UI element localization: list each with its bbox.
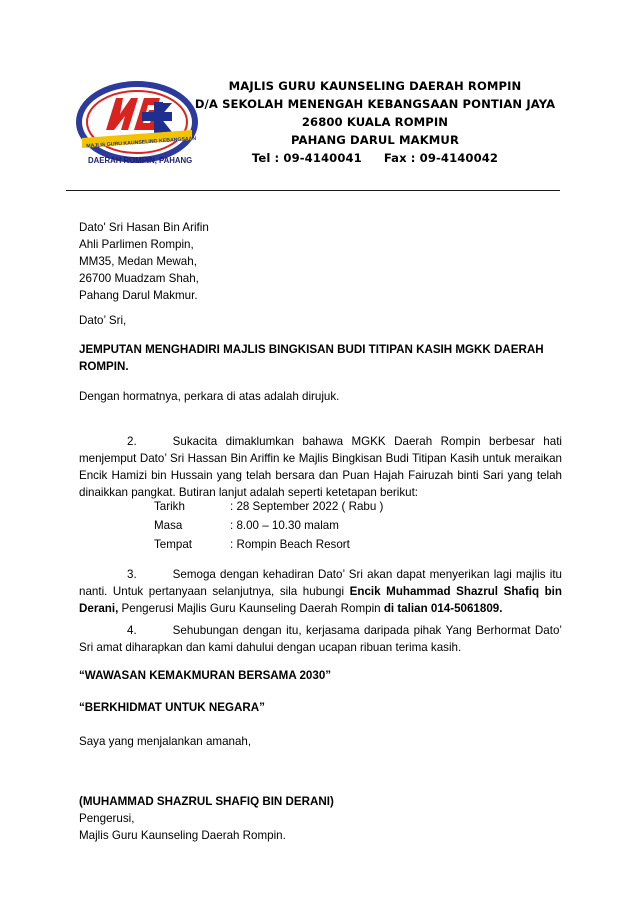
letterhead-contact bbox=[190, 149, 560, 167]
contact-phone: di talian 014-5061809. bbox=[383, 602, 503, 615]
salutation: Dato’ Sri, bbox=[79, 314, 127, 327]
letter-subject: JEMPUTAN MENGHADIRI MAJLIS BINGKISAN BUDI TITIPAN KASIH MGKK DAERAH ROMPIN. bbox=[79, 343, 544, 373]
event-details bbox=[154, 497, 383, 554]
letterhead-divider bbox=[66, 190, 560, 191]
motto-berkhidmat: “BERKHIDMAT UNTUK NEGARA” bbox=[79, 701, 265, 714]
detail-row bbox=[154, 516, 383, 535]
detail-row bbox=[154, 497, 383, 516]
letterhead-tel: Tel : 09-4140041 bbox=[251, 151, 362, 165]
detail-label: Tarikh bbox=[154, 500, 185, 513]
detail-value: : 28 September 2022 ( Rabu ) bbox=[230, 500, 384, 513]
paragraph-number: 2. bbox=[127, 435, 137, 448]
paragraph-3 bbox=[79, 566, 562, 617]
paragraph-text: Semoga dengan kehadiran Dato’ Sri akan dapat menyerikan lagi majlis itu nanti. Untuk pertanyaan selanjutnya, sila hubungi bbox=[79, 568, 562, 598]
paragraph-text: Sukacita dimaklumkan bahawa MGKK Daerah Rompin berbesar hati menjemput Dato’ Sri Hassan Bin Ariffin ke Majlis Bingkisan Budi Titipan Kasih untuk meraikan Encik Hamizi bin Hussain yang telah bersara dan Puan Hajah Fairuzah binti Sari yang telah dinaikkan pangkat. Butiran lanjut adalah seperti ketetapan berikut: bbox=[79, 435, 562, 499]
recipient-line: MM35, Medan Mewah, bbox=[79, 255, 197, 268]
detail-label: Masa bbox=[154, 519, 183, 532]
mgkk-logo-icon bbox=[76, 80, 198, 172]
letterhead-postcode-city: 26800 KUALA ROMPIN bbox=[301, 115, 449, 129]
paragraph-2 bbox=[79, 433, 562, 501]
detail-value: : Rompin Beach Resort bbox=[230, 538, 350, 551]
detail-label: Tempat bbox=[154, 538, 193, 551]
paragraph-text: Sehubungan dengan itu, kerjasama daripada pihak Yang Berhormat Dato’ Sri amat diharapkan dan kami dahului dengan ucapan ribuan terima kasih. bbox=[79, 624, 562, 654]
recipient-line: Ahli Parlimen Rompin, bbox=[79, 238, 194, 251]
logo-caption: DAERAH ROMPIN, PAHANG bbox=[88, 156, 193, 165]
letterhead bbox=[190, 77, 560, 167]
signatory-name: (MUHAMMAD SHAZRUL SHAFIQ BIN DERANI) bbox=[79, 795, 334, 808]
signatory-organization: Majlis Guru Kaunseling Daerah Rompin. bbox=[79, 829, 286, 842]
detail-value: : 8.00 – 10.30 malam bbox=[230, 519, 339, 532]
signatory-title: Pengerusi, bbox=[79, 812, 135, 825]
logo-banner-text: MAJLIS GURU KAUNSELING KEBANGSAAN bbox=[86, 135, 197, 150]
closing-line: Saya yang menjalankan amanah, bbox=[79, 735, 252, 748]
letterhead-org-name: MAJLIS GURU KAUNSELING DAERAH ROMPIN bbox=[228, 79, 522, 93]
letterhead-state: PAHANG DARUL MAKMUR bbox=[291, 133, 459, 147]
contact-person: Encik Muhammad Shazrul Shafiq bin Derani, bbox=[79, 585, 562, 615]
paragraph-number: 4. bbox=[127, 624, 137, 637]
intro-paragraph: Dengan hormatnya, perkara di atas adalah dirujuk. bbox=[79, 390, 340, 403]
recipient-line: Pahang Darul Makmur. bbox=[79, 289, 198, 302]
recipient-line: 26700 Muadzam Shah, bbox=[79, 272, 199, 285]
recipient-name: Dato' Sri Hasan Bin Arifin bbox=[79, 221, 209, 234]
paragraph-number: 3. bbox=[127, 568, 137, 581]
recipient-address bbox=[79, 219, 562, 304]
detail-row bbox=[154, 535, 383, 554]
letterhead-address-line: D/A SEKOLAH MENENGAH KEBANGSAAN PONTIAN JAYA bbox=[194, 97, 556, 111]
letterhead-fax: Fax : 09-4140042 bbox=[383, 151, 499, 165]
paragraph-4 bbox=[79, 622, 562, 656]
contact-role: Pengerusi Majlis Guru Kaunseling Daerah Rompin bbox=[121, 602, 381, 615]
motto-wawasan: “WAWASAN KEMAKMURAN BERSAMA 2030” bbox=[79, 669, 332, 682]
